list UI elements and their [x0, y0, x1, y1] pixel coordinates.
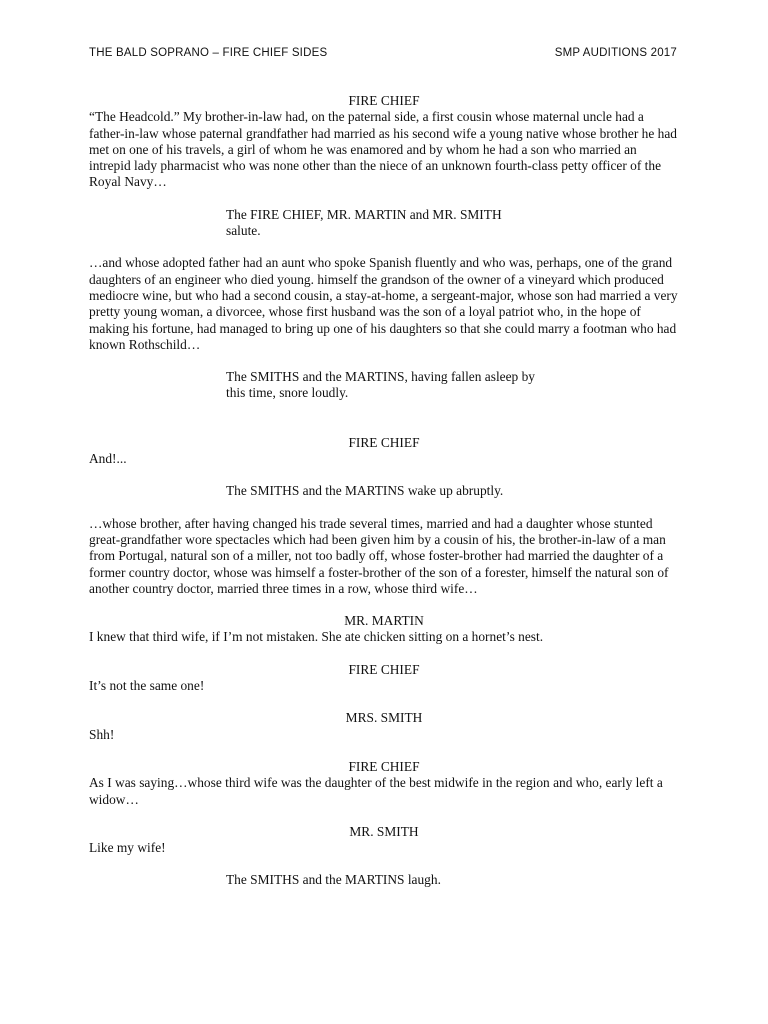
speaker-name: FIRE CHIEF — [348, 661, 420, 677]
dialogue-line: …whose brother, after having changed his trade several times, married and had a daughter whose stunted great-grandfather wore spectacles which had been given him by a cousin of his, the brother-in-law of a man from Portugal, natural son of a miller, not too badly off, whose foster-brother had married the daughter of a former country doctor, whose was himself a foster-brother of the son of a forester, himself the natural son of another country doctor, married three times in a row, whose third wife… — [89, 515, 669, 596]
header-title: THE BALD SOPRANO – FIRE CHIEF SIDES — [89, 47, 328, 59]
dialogue-line: “The Headcold.” My brother-in-law had, on the paternal side, a first cousin whose maternal uncle had a father-in-law whose paternal grandfather had married as his second wife a young native whose brother he had met on one of his travels, a girl of whom he was enamored and by whom he had a son who married an intrepid lady pharmacist who was none other than the niece of an unknown fourth-class petty officer of the Royal Navy… — [89, 109, 677, 190]
stage-direction: The SMITHS and the MARTINS, having fallen asleep by this time, snore loudly. — [226, 369, 535, 401]
speaker-name: FIRE CHIEF — [348, 758, 420, 774]
dialogue-line: Like my wife! — [89, 840, 166, 856]
stage-direction: The FIRE CHIEF, MR. MARTIN and MR. SMITH salute. — [226, 206, 502, 239]
dialogue-line: Shh! — [89, 726, 115, 742]
header-event: SMP AUDITIONS 2017 — [554, 47, 677, 59]
stage-direction: The SMITHS and the MARTINS laugh. — [226, 872, 441, 888]
speaker-name: MRS. SMITH — [345, 710, 423, 726]
dialogue-line: …and whose adopted father had an aunt who spoke Spanish fluently and who was, perhaps, one of the grand daughters of an engineer who died young. himself the grandson of the owner of a vineyard which produced mediocre wine, but who had a second cousin, a stay-at-home, a sergeant-major, whose son had married a very pretty young woman, a divorcee, whose first husband was the son of a loyal patriot who, in the hope of making his fortune, had managed to bring up one of his daughters so that she could marry a footman who had known Rothschild… — [89, 255, 678, 352]
stage-direction: The SMITHS and the MARTINS wake up abruptly. — [226, 483, 504, 499]
speaker-name: FIRE CHIEF — [348, 434, 420, 450]
script-body — [89, 93, 679, 889]
speaker-name: FIRE CHIEF — [348, 93, 420, 108]
speaker-name: MR. MARTIN — [344, 613, 424, 629]
dialogue-line: And!... — [89, 451, 127, 467]
dialogue-line: I knew that third wife, if I’m not mistaken. She ate chicken sitting on a hornet’s nest. — [89, 629, 544, 645]
page-header — [89, 47, 677, 67]
dialogue-line: It’s not the same one! — [89, 678, 205, 694]
dialogue-line: As I was saying…whose third wife was the daughter of the best midwife in the region and who, early left a widow… — [89, 775, 663, 807]
speaker-name: MR. SMITH — [349, 823, 419, 839]
